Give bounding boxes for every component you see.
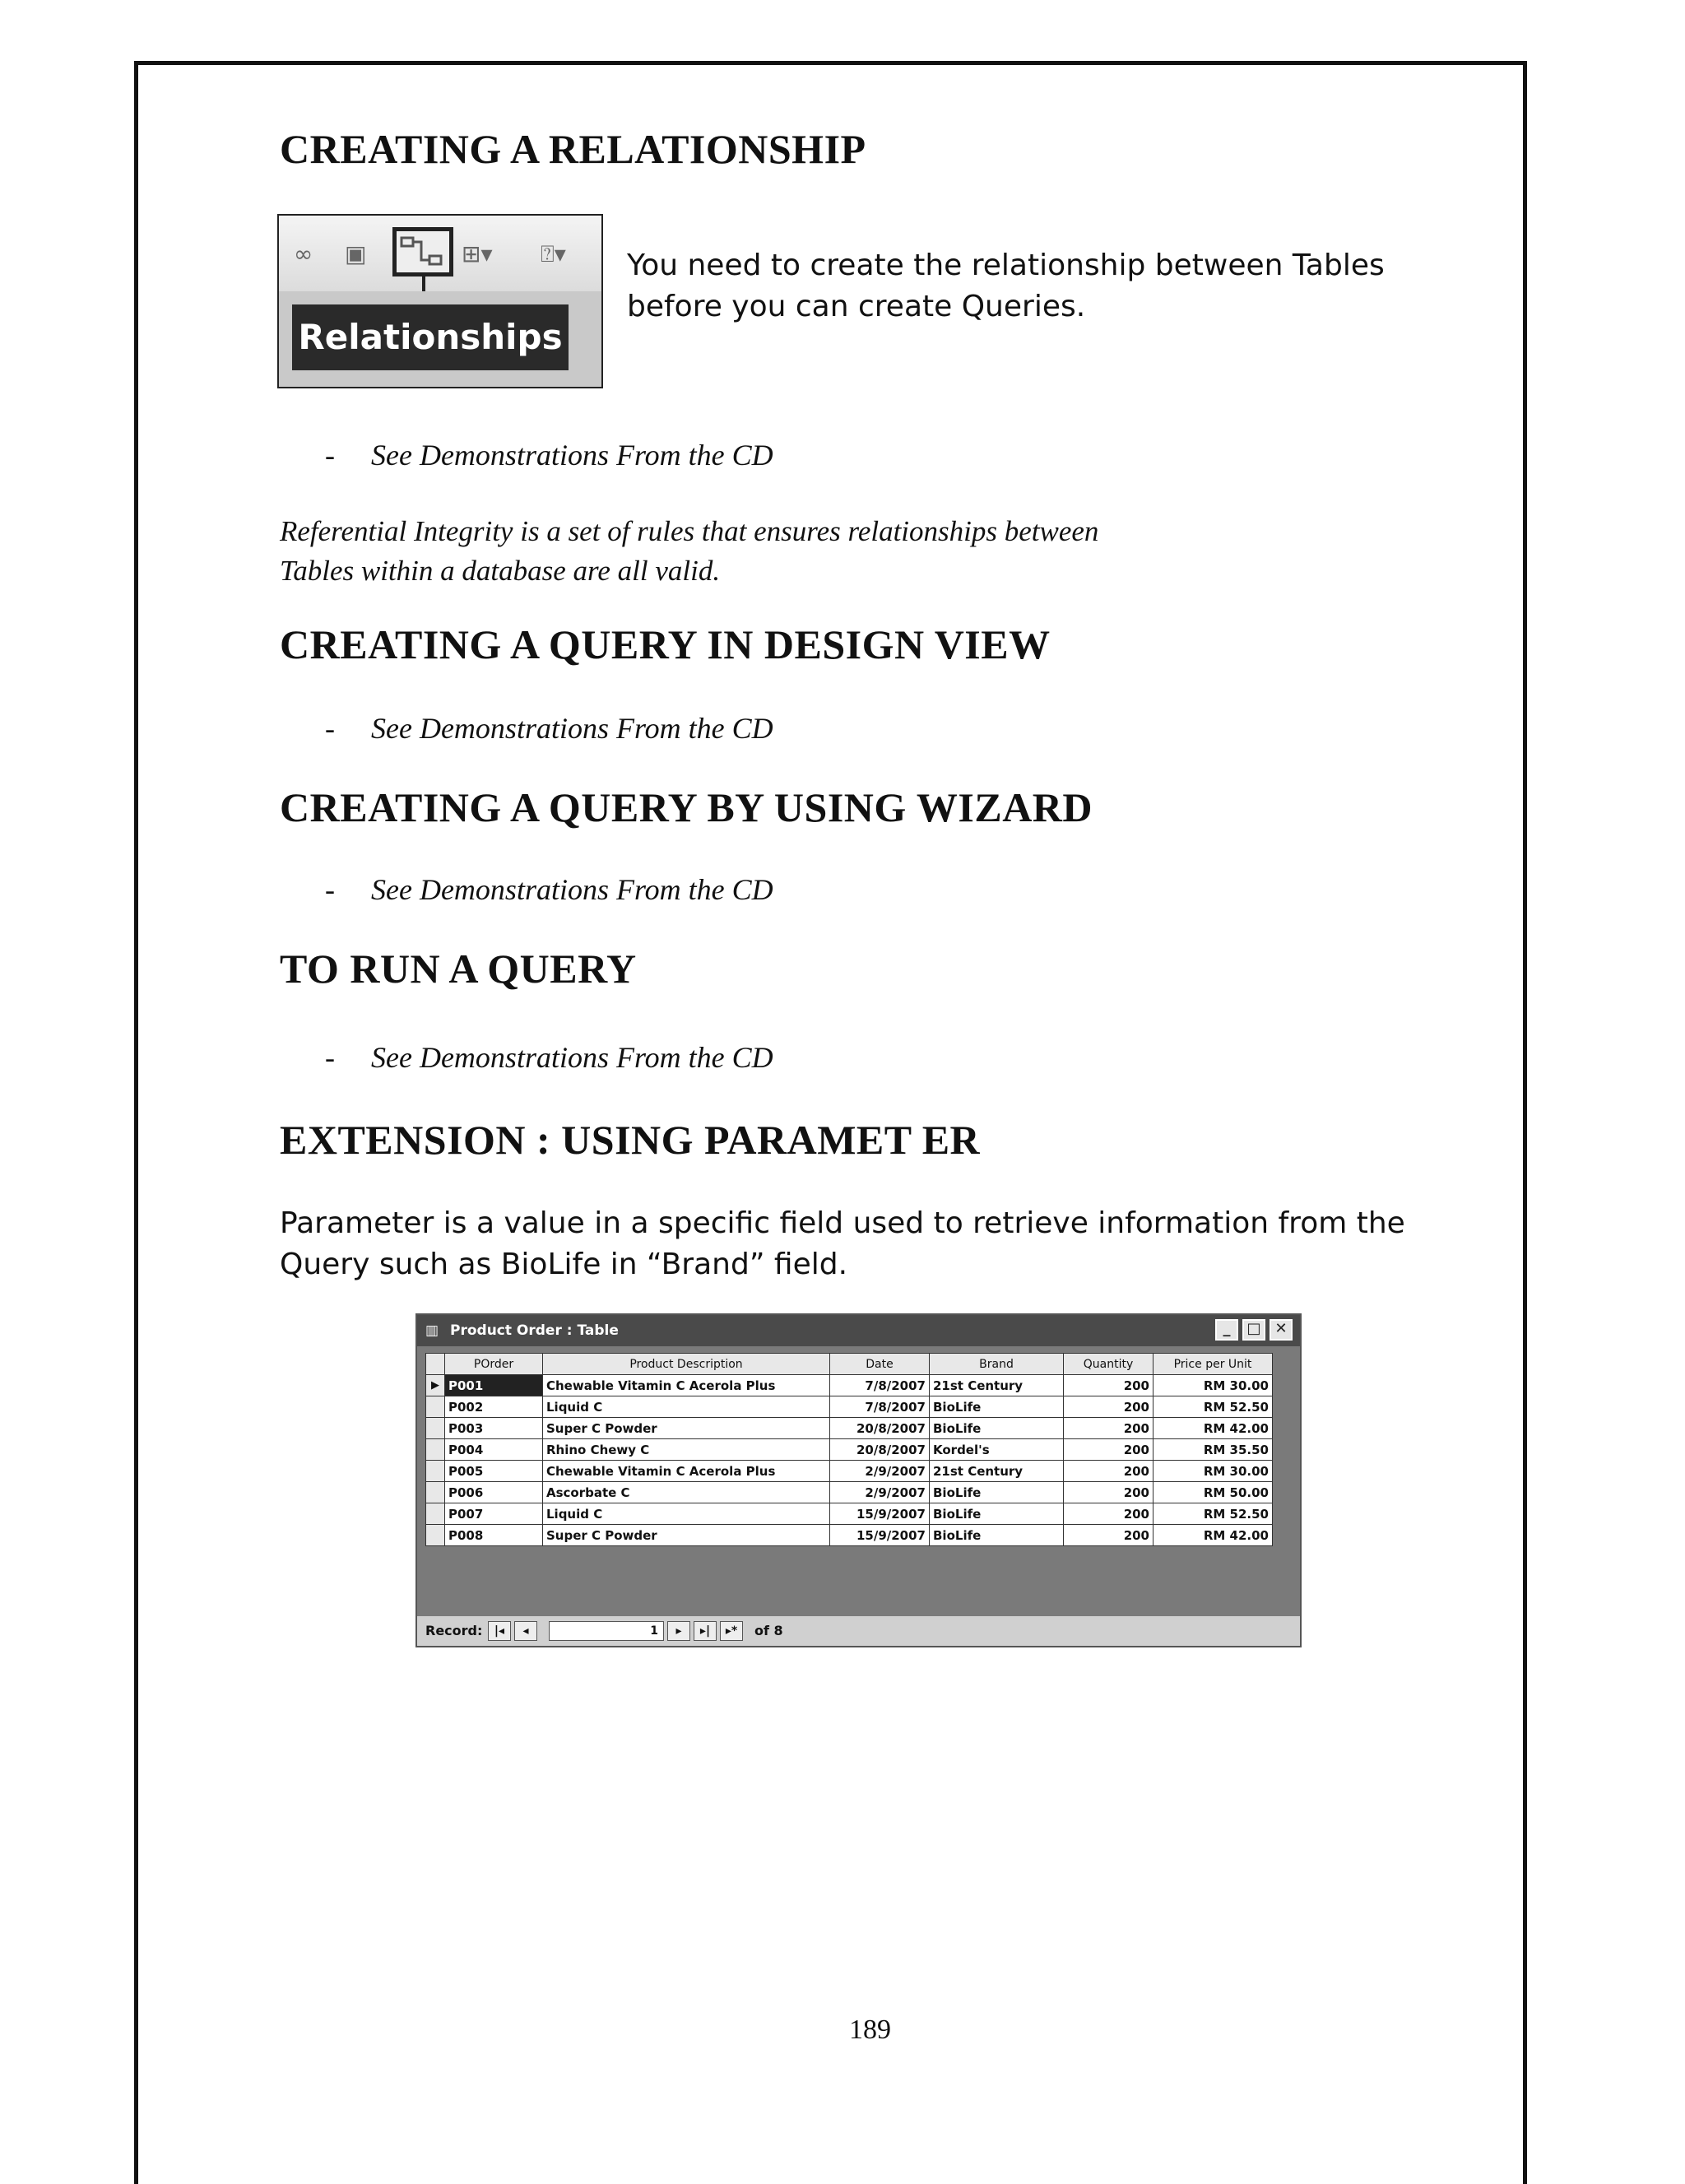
table-icon: ▥ bbox=[425, 1322, 439, 1339]
table-cell[interactable]: BioLife bbox=[930, 1503, 1064, 1525]
window-title-bar bbox=[417, 1315, 1300, 1346]
row-selector[interactable] bbox=[426, 1396, 445, 1418]
table-row[interactable] bbox=[426, 1439, 1273, 1461]
table-cell[interactable]: 20/8/2007 bbox=[830, 1439, 930, 1461]
table-cell[interactable]: 200 bbox=[1064, 1439, 1154, 1461]
record-total: of 8 bbox=[754, 1623, 783, 1638]
column-header[interactable]: Product Description bbox=[543, 1354, 830, 1375]
record-label: Record: bbox=[425, 1623, 483, 1638]
bullet-dash: - bbox=[325, 712, 335, 745]
table-row[interactable] bbox=[426, 1525, 1273, 1546]
header-row bbox=[426, 1354, 1273, 1375]
table-cell[interactable]: RM 30.00 bbox=[1154, 1375, 1273, 1396]
dependencies-icon: ⊞▾ bbox=[462, 240, 493, 267]
table-cell[interactable]: P005 bbox=[445, 1461, 543, 1482]
heading-query-design-view: CREATING A QUERY IN DESIGN VIEW bbox=[280, 621, 1051, 667]
table-cell[interactable]: Rhino Chewy C bbox=[543, 1439, 830, 1461]
table-cell[interactable]: 2/9/2007 bbox=[830, 1461, 930, 1482]
table-cell[interactable]: BioLife bbox=[930, 1482, 1064, 1503]
table-cell[interactable]: 200 bbox=[1064, 1525, 1154, 1546]
current-record-field[interactable]: 1 bbox=[549, 1621, 664, 1641]
referential-integrity-note bbox=[280, 512, 1098, 591]
table-cell[interactable]: P002 bbox=[445, 1396, 543, 1418]
relationship-description-line-1: You need to create the relationship between Tables bbox=[627, 249, 1385, 282]
toolbar-strip bbox=[279, 216, 601, 291]
relationship-description bbox=[627, 245, 1385, 328]
table-row[interactable] bbox=[426, 1461, 1273, 1482]
bullet-dash: - bbox=[325, 1041, 335, 1074]
heading-using-parameter: EXTENSION : USING PARAMET ER bbox=[280, 1117, 981, 1163]
table-cell[interactable]: 15/9/2007 bbox=[830, 1525, 930, 1546]
column-header[interactable]: Quantity bbox=[1064, 1354, 1154, 1375]
table-cell[interactable]: 200 bbox=[1064, 1375, 1154, 1396]
table-cell[interactable]: P008 bbox=[445, 1525, 543, 1546]
table-cell[interactable]: P001 bbox=[445, 1375, 543, 1396]
close-button[interactable]: ✕ bbox=[1270, 1319, 1293, 1341]
window-title: Product Order : Table bbox=[450, 1322, 619, 1339]
column-header[interactable]: Brand bbox=[930, 1354, 1064, 1375]
row-selector[interactable] bbox=[426, 1525, 445, 1546]
table-cell[interactable]: 7/8/2007 bbox=[830, 1396, 930, 1418]
product-order-table-window bbox=[415, 1313, 1302, 1647]
bullet-text: See Demonstrations From the CD bbox=[371, 712, 773, 745]
table-cell[interactable]: RM 52.50 bbox=[1154, 1503, 1273, 1525]
table-cell[interactable]: Kordel's bbox=[930, 1439, 1064, 1461]
previous-record-button[interactable]: ◂ bbox=[514, 1621, 537, 1641]
row-selector-header bbox=[426, 1354, 445, 1375]
heading-creating-relationship: CREATING A RELATIONSHIP bbox=[280, 126, 866, 172]
row-selector[interactable] bbox=[426, 1461, 445, 1482]
maximize-button[interactable]: □ bbox=[1242, 1319, 1265, 1341]
table-cell[interactable]: RM 35.50 bbox=[1154, 1439, 1273, 1461]
table-cell[interactable]: P007 bbox=[445, 1503, 543, 1525]
bullet-text: See Demonstrations From the CD bbox=[371, 1041, 773, 1074]
current-row-indicator-icon[interactable]: ▶ bbox=[426, 1375, 445, 1396]
note-line-1: Referential Integrity is a set of rules that ensures relationships between bbox=[280, 515, 1099, 547]
parameter-line-1: Parameter is a value in a specific field used to retrieve information from the bbox=[280, 1206, 1405, 1240]
bullet-dash: - bbox=[325, 873, 335, 906]
help-icon: ⍰▾ bbox=[541, 240, 566, 267]
table-cell[interactable]: P003 bbox=[445, 1418, 543, 1439]
table-cell[interactable]: Liquid C bbox=[543, 1503, 830, 1525]
relationships-icon[interactable] bbox=[392, 227, 453, 276]
table-cell[interactable]: RM 52.50 bbox=[1154, 1396, 1273, 1418]
table-cell[interactable]: Liquid C bbox=[543, 1396, 830, 1418]
table-cell[interactable]: 200 bbox=[1064, 1461, 1154, 1482]
row-selector[interactable] bbox=[426, 1418, 445, 1439]
table-cell[interactable]: RM 42.00 bbox=[1154, 1418, 1273, 1439]
table-row[interactable] bbox=[426, 1482, 1273, 1503]
table-cell[interactable]: Super C Powder bbox=[543, 1525, 830, 1546]
table-cell[interactable]: 200 bbox=[1064, 1418, 1154, 1439]
datasheet-grid bbox=[425, 1353, 1273, 1546]
table-cell[interactable]: 15/9/2007 bbox=[830, 1503, 930, 1525]
record-navigation-bar bbox=[417, 1616, 1300, 1646]
table-cell[interactable]: Chewable Vitamin C Acerola Plus bbox=[543, 1375, 830, 1396]
table-cell[interactable]: Super C Powder bbox=[543, 1418, 830, 1439]
table-row[interactable] bbox=[426, 1418, 1273, 1439]
table-cell[interactable]: BioLife bbox=[930, 1525, 1064, 1546]
relationships-tooltip: Relationships bbox=[292, 304, 569, 370]
table-cell[interactable]: 2/9/2007 bbox=[830, 1482, 930, 1503]
table-cell[interactable]: RM 50.00 bbox=[1154, 1482, 1273, 1503]
table-cell[interactable]: P004 bbox=[445, 1439, 543, 1461]
parameter-line-2: Query such as BioLife in “Brand” field. bbox=[280, 1248, 848, 1281]
table-cell[interactable]: BioLife bbox=[930, 1418, 1064, 1439]
first-record-button[interactable]: |◂ bbox=[488, 1621, 511, 1641]
last-record-button[interactable]: ▸| bbox=[694, 1621, 717, 1641]
bullet-text: See Demonstrations From the CD bbox=[371, 439, 773, 472]
column-header[interactable]: POrder bbox=[445, 1354, 543, 1375]
relationships-toolbar-image bbox=[277, 214, 603, 388]
table-cell[interactable]: BioLife bbox=[930, 1396, 1064, 1418]
properties-icon: ▣ bbox=[345, 240, 367, 267]
bullet-dash: - bbox=[325, 439, 335, 472]
table-cell[interactable]: 7/8/2007 bbox=[830, 1375, 930, 1396]
table-cell[interactable]: RM 42.00 bbox=[1154, 1525, 1273, 1546]
minimize-button[interactable]: _ bbox=[1215, 1319, 1238, 1341]
new-record-button[interactable]: ▸* bbox=[720, 1621, 743, 1641]
column-header[interactable]: Price per Unit bbox=[1154, 1354, 1273, 1375]
table-cell[interactable]: 200 bbox=[1064, 1503, 1154, 1525]
column-header[interactable]: Date bbox=[830, 1354, 930, 1375]
page-number: 189 bbox=[849, 2014, 891, 2045]
table-cell[interactable]: Ascorbate C bbox=[543, 1482, 830, 1503]
table-cell[interactable]: 20/8/2007 bbox=[830, 1418, 930, 1439]
table-cell[interactable]: 200 bbox=[1064, 1396, 1154, 1418]
row-selector[interactable] bbox=[426, 1439, 445, 1461]
heading-run-query: TO RUN A QUERY bbox=[280, 946, 637, 992]
heading-query-wizard: CREATING A QUERY BY USING WIZARD bbox=[280, 784, 1093, 830]
row-selector[interactable] bbox=[426, 1482, 445, 1503]
row-selector[interactable] bbox=[426, 1503, 445, 1525]
table-row[interactable] bbox=[426, 1503, 1273, 1525]
table-cell[interactable]: Chewable Vitamin C Acerola Plus bbox=[543, 1461, 830, 1482]
table-cell[interactable]: P006 bbox=[445, 1482, 543, 1503]
table-cell[interactable]: 200 bbox=[1064, 1482, 1154, 1503]
bullet-text: See Demonstrations From the CD bbox=[371, 873, 773, 906]
relationship-description-line-2: before you can create Queries. bbox=[627, 290, 1086, 323]
table-cell[interactable]: RM 30.00 bbox=[1154, 1461, 1273, 1482]
note-line-2: Tables within a database are all valid. bbox=[280, 555, 721, 587]
table-cell[interactable]: 21st Century bbox=[930, 1461, 1064, 1482]
table-row[interactable] bbox=[426, 1375, 1273, 1396]
next-record-button[interactable]: ▸ bbox=[667, 1621, 690, 1641]
link-icon: ∞ bbox=[294, 240, 313, 267]
parameter-description bbox=[280, 1203, 1405, 1285]
table-cell[interactable]: 21st Century bbox=[930, 1375, 1064, 1396]
table-row[interactable] bbox=[426, 1396, 1273, 1418]
